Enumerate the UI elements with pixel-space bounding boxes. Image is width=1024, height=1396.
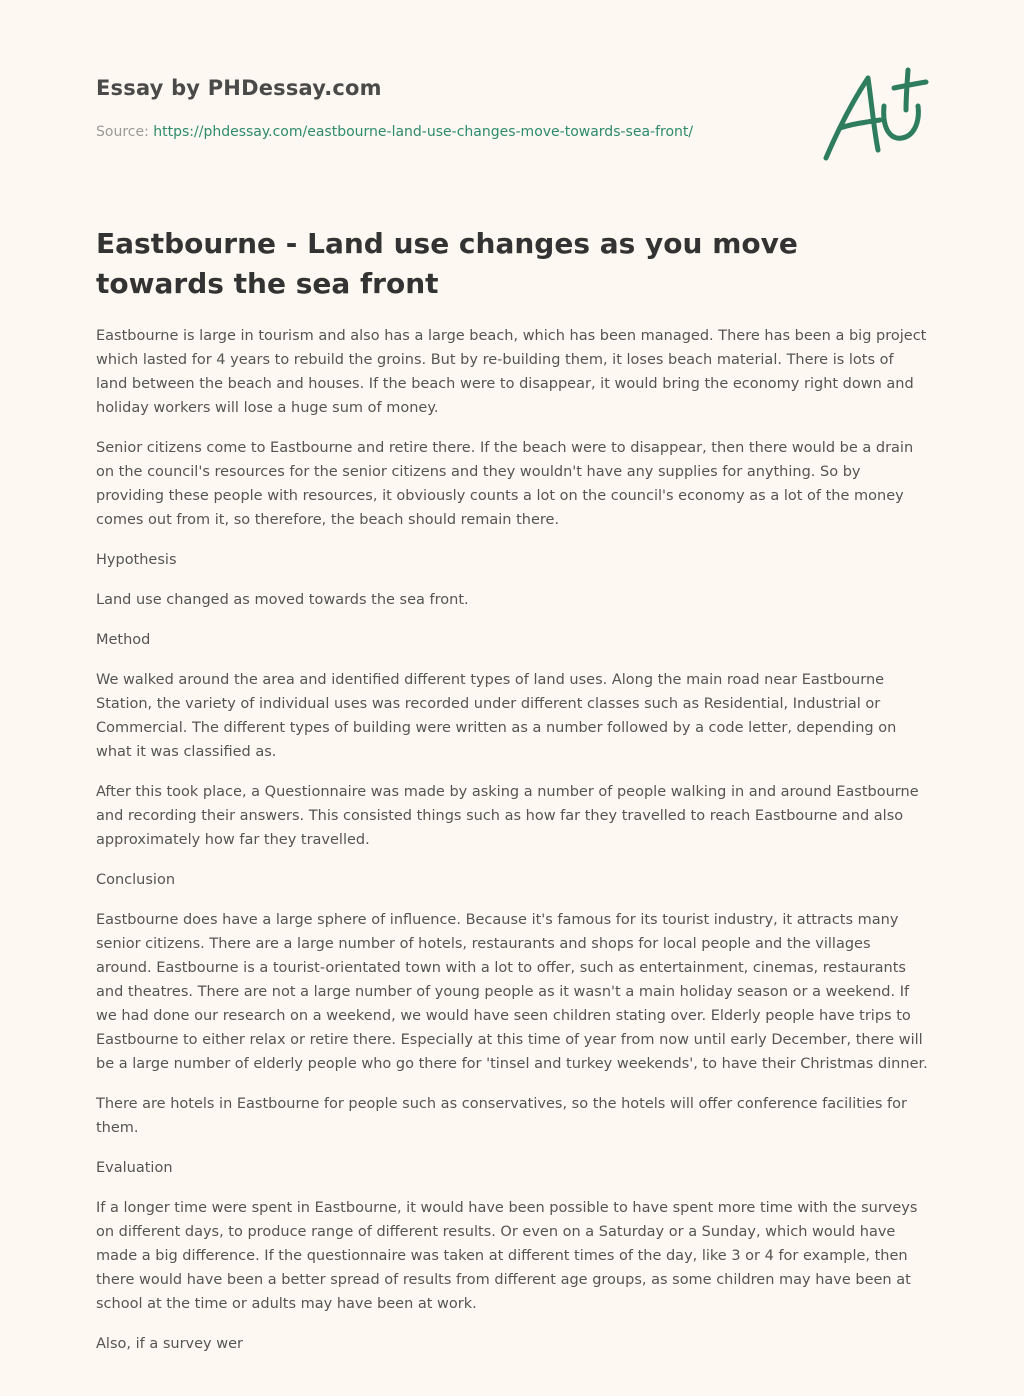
paragraph: Eastbourne does have a large sphere of influence. Because it's famous for its tourist industry, it attracts many senior citizens. There are a large number of hotels, restaurants and shops for local people and the villages around. Eastbourne is a tourist-orientated town with a lot to offer, such as entertainment, cinemas, restaurants and theatres. There are not a large number of young people as it wasn't a main holiday season or a weekend. If we had done our research on a weekend, we would have seen children stating over. Elderly people have trips to Eastbourne to either relax or retire there. Especially at this time of year from now until early December, there will be a large number of elderly people who go there for 'tinsel and turkey weekends', to have their Christmas dinner.: [96, 912, 928, 1072]
paragraph: Senior citizens come to Eastbourne and retire there. If the beach were to disappear, then there would be a drain on the council's resources for the senior citizens and they wouldn't have any supplies for anything. So by providing these people with resources, it obviously counts a lot on the council's economy as a lot of the money comes out from it, so therefore, the beach should remain there.: [96, 440, 914, 528]
paragraph: There are hotels in Eastbourne for people such as conservatives, so the hotels will offer conference facilities for them.: [96, 1096, 907, 1136]
source-link[interactable]: https://phdessay.com/eastbourne-land-use-changes-move-towards-sea-front/: [153, 124, 694, 140]
paragraph: We walked around the area and identified different types of land uses. Along the main road near Eastbourne Station, the variety of individual uses was recorded under different classes such as Residential, Industrial or Commercial. The different types of building were written as a number followed by a code letter, depending on what it was classified as.: [96, 672, 897, 760]
a-plus-logo-icon: [822, 66, 930, 168]
source-label: Source:: [96, 124, 149, 140]
paragraph: Eastbourne is large in tourism and also has a large beach, which has been managed. There has been a big project which lasted for 4 years to rebuild the groins. But by re-building them, it loses beach material. There is lots of land between the beach and houses. If the beach were to disappear, it would bring the economy right down and holiday workers will lose a huge sum of money.: [96, 328, 927, 416]
article-body: [96, 324, 928, 1372]
paragraph: Land use changed as moved towards the sea front.: [96, 592, 469, 608]
paragraph: After this took place, a Questionnaire was made by asking a number of people walking in and around Eastbourne and recording their answers. This consisted things such as how far they travelled to reach Eastbourne and also approximately how far they travelled.: [96, 784, 919, 848]
site-brand: Essay by PHDessay.com: [96, 76, 382, 100]
paragraph: Also, if a survey wer: [96, 1336, 243, 1352]
section-heading: Hypothesis: [96, 552, 177, 568]
page-header: [96, 0, 928, 200]
article-title: Eastbourne - Land use changes as you move towards the sea front: [96, 227, 798, 300]
section-heading: Conclusion: [96, 872, 176, 888]
section-heading: Method: [96, 632, 151, 648]
section-heading: Evaluation: [96, 1160, 173, 1176]
source-line: [96, 124, 693, 140]
paragraph: If a longer time were spent in Eastbourne, it would have been possible to have spent more time with the surveys on different days, to produce range of different results. Or even on a Saturday or a Sunday, which would have made a big difference. If the questionnaire was taken at different times of the day, like 3 or 4 for example, then there would have been a better spread of results from different age groups, as some children may have been at school at the time or adults may have been at work.: [96, 1200, 918, 1312]
